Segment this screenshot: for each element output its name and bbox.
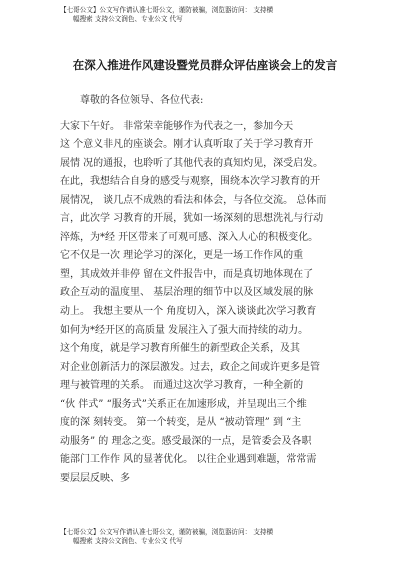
promo-banner-bottom bbox=[60, 528, 386, 546]
paragraph-line: 言，此次学 习教育的开展，犹如一场深刻的思想洗礼与行动 bbox=[60, 213, 324, 225]
paragraph-line: 淬炼，为*经 开区带来了可观可感、深入人心的积极变化。 bbox=[60, 231, 319, 243]
paragraph-line: 动上。 我想主要从一个 角度切入，深入谈谈此次学习教育 bbox=[60, 306, 317, 318]
promo-banner-line: 幅搜索 支持公文润色、专业公文 代写 bbox=[73, 15, 183, 23]
paragraph-line: 展情 况的通报，也聆听了其他代表的真知灼见，深受启发。 bbox=[60, 157, 324, 169]
paragraph-line: “伙 伴式” “服务式”关系正在加速形成，并呈现出三个维 bbox=[60, 398, 307, 410]
paragraph-line: 大家下午好。 非常荣幸能够作为代表之一，参加今天 bbox=[60, 120, 294, 132]
body-paragraph bbox=[60, 340, 360, 488]
paragraph-line: 在此，我想结合自身的感受与观察，围绕本次学习教育的开 bbox=[60, 176, 320, 188]
paragraph-line: 塑，其成效并非停 留在文件报告中，而是真切地体现在了 bbox=[60, 268, 314, 280]
paragraph-line: 能部门工作作 风的显著优化。 以往企业遇到难题，常常需 bbox=[60, 454, 317, 466]
paragraph-line: 动服务” 的 理念之变。感受最深的一点，是管委会及各职 bbox=[60, 435, 312, 447]
paragraph-line: 理与被管理的关系。 而通过这次学习教育，一种全新的 bbox=[60, 380, 304, 392]
paragraph-line: 它不仅是一次 理论学习的深化，更是一场工作作风的重 bbox=[60, 250, 304, 262]
promo-banner-top bbox=[60, 6, 386, 24]
paragraph-line: 这个角度，就是学习教育所催生的新型政企关系，及其 bbox=[60, 343, 300, 355]
promo-banner-line: 幅搜索 支持公文润色、专业公文 代写 bbox=[73, 537, 183, 545]
paragraph-line: 要层层反映、多 bbox=[60, 472, 130, 484]
promo-banner-line: 【七哥公文】公文写作请认准七哥公文，谨防被骗，浏览器访问： 支持横 bbox=[60, 6, 274, 14]
paragraph-line: 这 个意义非凡的座谈会。刚才认真听取了关于学习教育开 bbox=[60, 139, 314, 151]
paragraph-line: 如何为*经开区的高质量 发展注入了强大而持续的动力。 bbox=[60, 324, 309, 336]
body-paragraph bbox=[60, 118, 360, 341]
paragraph-line: 对企业创新活力的深层激发。过去，政企之间或许更多是管 bbox=[60, 361, 320, 373]
paragraph-line: 政企互动的温度里、 基层治理的细节中以及区域发展的脉 bbox=[60, 287, 314, 299]
salutation: 尊敬的各位领导、各位代表: bbox=[80, 95, 204, 106]
paragraph-line: 展情况， 谈几点不成熟的看法和体会，与各位交流。 总体而 bbox=[60, 194, 327, 206]
document-title: 在深入推进作风建设暨党员群众评估座谈会上的发言 bbox=[72, 58, 338, 72]
paragraph-line: 度的深 刻转变。 第一个转变，是从 “被动管理” 到 “主 bbox=[60, 417, 302, 429]
promo-banner-line: 【七哥公文】公文写作请认准七哥公文，谨防被骗，浏览器访问： 支持横 bbox=[60, 528, 274, 536]
document-body bbox=[60, 92, 360, 488]
